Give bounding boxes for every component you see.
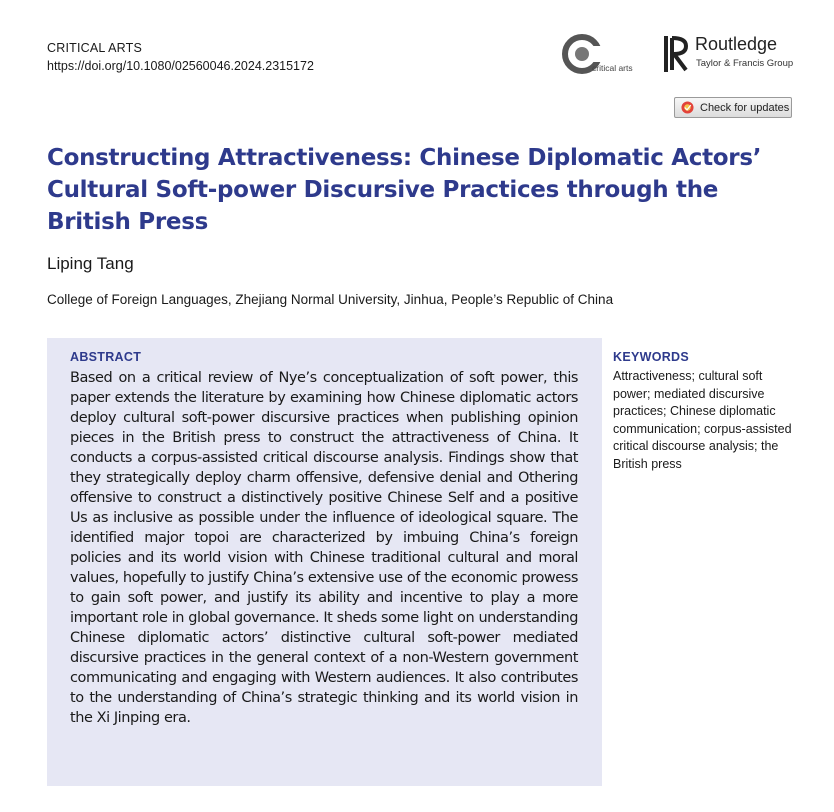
crossmark-icon bbox=[681, 101, 694, 114]
publisher-name: Routledge bbox=[695, 34, 778, 54]
abstract-text: Based on a critical review of Nye’s conceptualization of soft power, this paper extends the literature by examining how Chinese diplomatic actors deploy cultural soft-power discursive practices when publishing opinion pieces in the British press to construct the attractiveness of China. It conducts a corpus-assisted critical discourse analysis. Findings show that they strategically deploy charm offensive, defensive denial and Othering offensive to construct a distinctively positive Chinese Self and a positive Us as inclusive as possible under the influence of ideological square. The identified major topoi are characterized by imbuing China’s foreign policies and its world vision with Chinese traditional cultural and moral values, hopefully to justify China’s extensive use of the economic prowess to gain soft power, and justify its ability and incentive to play a more important role in global governance. It sheds some light on understanding Chinese diplomatic actors’ distinctive cultural soft-power mediated discursive practices in the general context of a non-Western government communicating and engaging with Western audiences. It also contributes to the understanding of China’s strategic thinking and its world vision in the Xi Jinping era. bbox=[70, 370, 578, 726]
doi-link[interactable]: https://doi.org/10.1080/02560046.2024.2315172 bbox=[47, 59, 314, 73]
critical-arts-logo bbox=[562, 32, 642, 76]
check-updates-label: Check for updates bbox=[700, 101, 790, 114]
routledge-r-icon bbox=[662, 34, 692, 74]
keywords-text: Attractiveness; cultural soft power; mediated discursive practices; Chinese diplomatic communication; corpus-assisted critical discourse analysis; the British press bbox=[613, 369, 792, 471]
keywords-heading: KEYWORDS bbox=[613, 350, 690, 364]
journal-logo-text: critical arts bbox=[592, 63, 633, 73]
publisher-group: Taylor & Francis Group bbox=[696, 58, 794, 69]
check-updates-button[interactable] bbox=[674, 97, 792, 118]
abstract-heading: ABSTRACT bbox=[70, 350, 142, 364]
author-name: Liping Tang bbox=[47, 254, 134, 273]
journal-name: CRITICAL ARTS bbox=[47, 41, 142, 55]
routledge-logo bbox=[662, 34, 802, 74]
author-affiliation: College of Foreign Languages, Zhejiang Normal University, Jinhua, People’s Republic of China bbox=[47, 292, 614, 307]
article-title: Constructing Attractiveness: Chinese Diplomatic Actors’ Cultural Soft-power Discursive Practices through the British Press bbox=[47, 145, 762, 235]
